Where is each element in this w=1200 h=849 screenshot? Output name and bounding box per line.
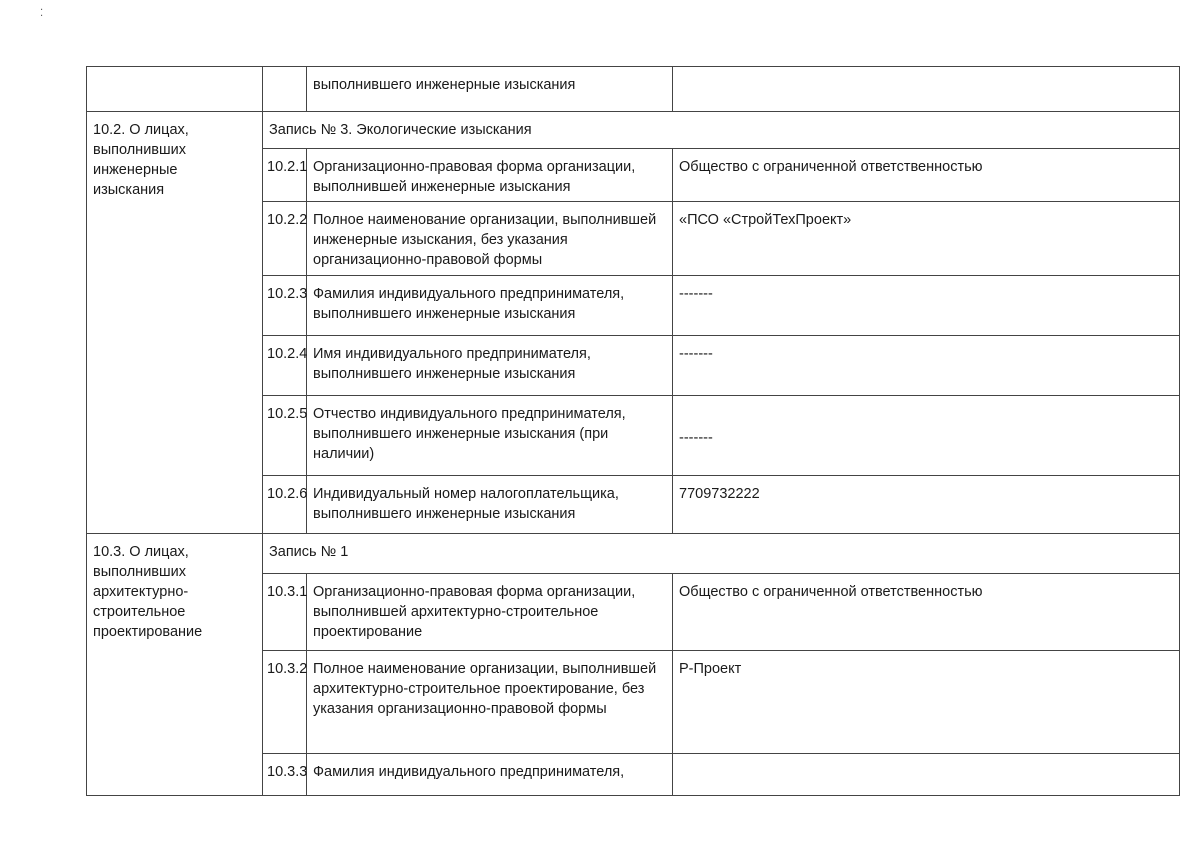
row-number: 10.2.3 (263, 276, 307, 336)
row-number: 10.2.4 (263, 336, 307, 396)
row-label: Организационно-правовая форма организации, выполнившей архитектурно-строительное проектирование (307, 574, 673, 651)
row-value: 7709732222 (673, 476, 1180, 534)
table-row (87, 112, 1180, 149)
row-value (673, 754, 1180, 796)
row-label: Фамилия индивидуального предпринимателя, выполнившего инженерные изыскания (307, 276, 673, 336)
row-value: «ПСО «СтройТехПроект» (673, 202, 1180, 276)
row-label: Полное наименование организации, выполнившей архитектурно-строительное проектирование, без указания организационно-правовой формы (307, 651, 673, 754)
row-number: 10.2.2 (263, 202, 307, 276)
row-value: ------- (673, 276, 1180, 336)
record-title: Запись № 1 (263, 534, 1180, 574)
section-title: 10.2. О лицах, выполнивших инженерные изыскания (87, 112, 263, 534)
document-table (86, 66, 1180, 796)
table-row (87, 67, 1180, 112)
row-value: ------- (673, 396, 1180, 476)
row-label: Индивидуальный номер налогоплательщика, выполнившего инженерные изыскания (307, 476, 673, 534)
scan-speck: ⁚ (40, 8, 44, 19)
row-value: Общество с ограниченной ответственностью (673, 574, 1180, 651)
row-value: Р-Проект (673, 651, 1180, 754)
row-label: Отчество индивидуального предпринимателя, выполнившего инженерные изыскания (при наличии) (307, 396, 673, 476)
row-number: 10.2.1 (263, 149, 307, 202)
row-number: 10.3.1 (263, 574, 307, 651)
row-number: 10.2.6 (263, 476, 307, 534)
row-value: ------- (673, 336, 1180, 396)
row-label: Полное наименование организации, выполнившей инженерные изыскания, без указания организационно-правовой формы (307, 202, 673, 276)
row-label: Фамилия индивидуального предпринимателя, (307, 754, 673, 796)
row-number: 10.2.5 (263, 396, 307, 476)
row-label: Организационно-правовая форма организации, выполнившей инженерные изыскания (307, 149, 673, 202)
row-label: Имя индивидуального предпринимателя, выполнившего инженерные изыскания (307, 336, 673, 396)
row-number: 10.3.2 (263, 651, 307, 754)
record-title: Запись № 3. Экологические изыскания (263, 112, 1180, 149)
section-title: 10.3. О лицах, выполнивших архитектурно-строительное проектирование (87, 534, 263, 796)
row-value: Общество с ограниченной ответственностью (673, 149, 1180, 202)
table-row (87, 534, 1180, 574)
cell-label: выполнившего инженерные изыскания (307, 67, 673, 112)
row-number: 10.3.3 (263, 754, 307, 796)
